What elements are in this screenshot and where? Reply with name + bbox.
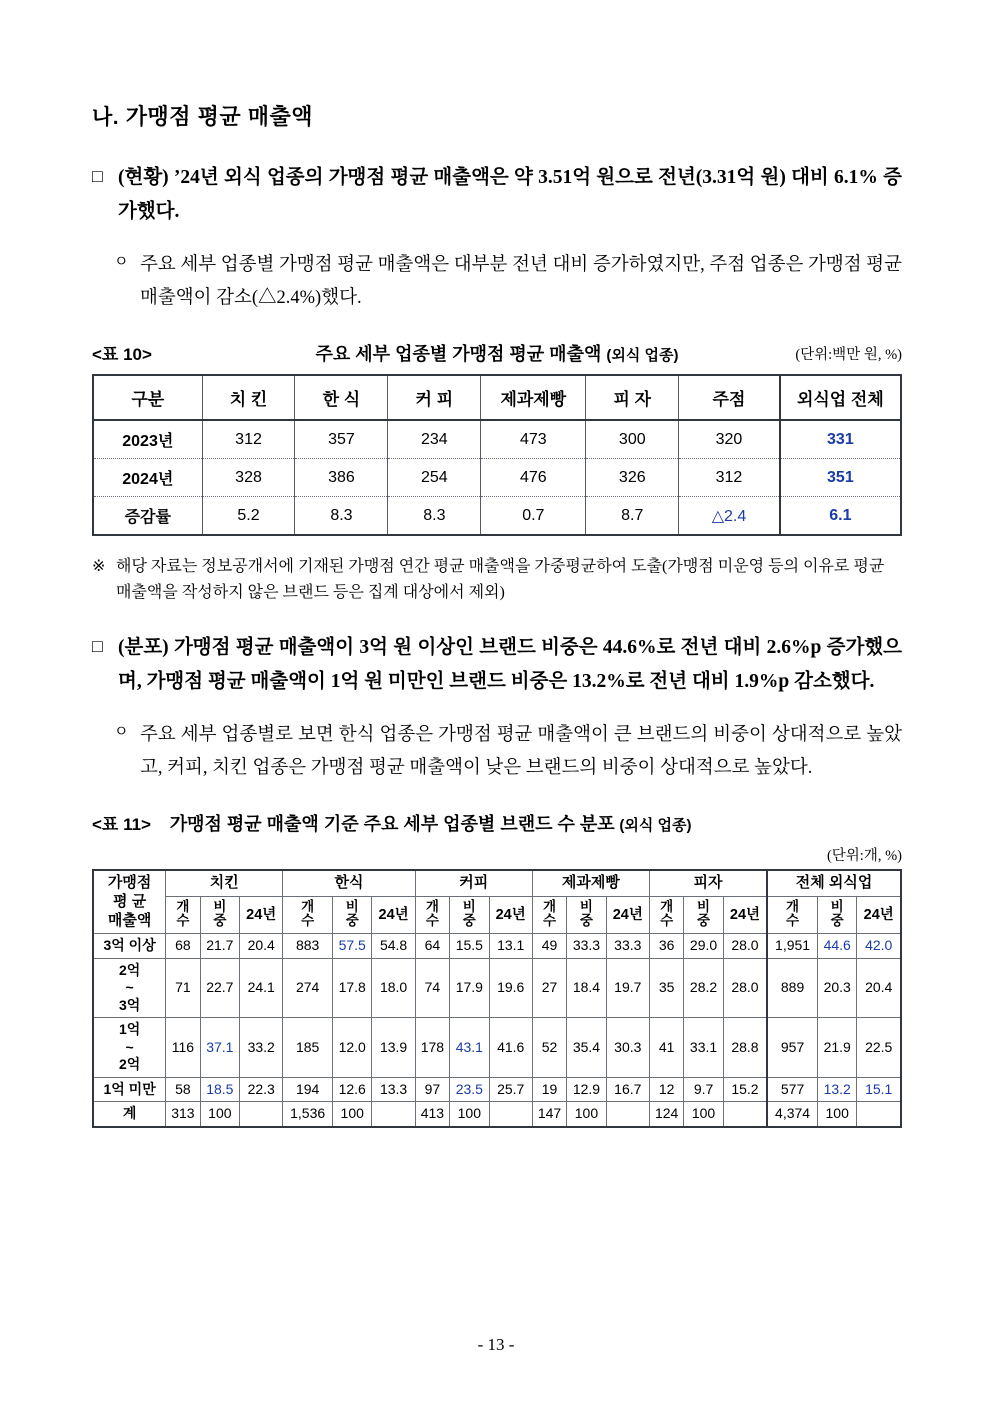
table11-cell-2-10: 35.4 [567, 1018, 606, 1078]
table10-caption [92, 340, 902, 366]
table11-row-label-3: 1억 미만 [93, 1077, 166, 1102]
table-row [93, 1102, 901, 1127]
table11-cell-0-2: 20.4 [240, 934, 283, 959]
table11-cell-3-0: 58 [166, 1077, 200, 1102]
table11-row-label-0: 3억 이상 [93, 934, 166, 959]
paragraph-text: (현황) ’24년 외식 업종의 가맹점 평균 매출액은 약 3.51억 원으로 전년(3.31억 원) 대비 6.1% 증가했다. [118, 167, 902, 223]
table11-sub-5-0: 개 수 [767, 897, 817, 934]
table11-cell-0-15: 1,951 [767, 934, 817, 959]
table11-cell-4-1: 100 [200, 1102, 239, 1127]
table11-cell-0-16: 44.6 [817, 934, 856, 959]
table10-cell-2-4: 8.7 [586, 497, 679, 536]
paragraph-text: 주요 세부 업종별 가맹점 평균 매출액은 대부분 전년 대비 증가하였지만, 주점 업종은 가맹점 평균 매출액이 감소(△2.4%)했다. [140, 255, 902, 308]
table11-cell-3-15: 577 [767, 1077, 817, 1102]
table11-cell-1-0: 71 [166, 958, 200, 1018]
table11-cell-3-11: 16.7 [606, 1077, 649, 1102]
table-row [93, 1077, 901, 1102]
table10-cell-1-2: 254 [388, 459, 481, 497]
table11-group-2: 커피 [415, 870, 532, 896]
table10-cell-0-total: 331 [780, 420, 901, 459]
table11-sub-4-1: 비 중 [684, 897, 723, 934]
page-number: - 13 - [477, 1335, 515, 1354]
section-title-text: 가맹점 평균 매출액 [125, 104, 313, 129]
table11-cell-0-17: 42.0 [857, 934, 901, 959]
table11-cell-1-14: 28.0 [723, 958, 767, 1018]
table-row [93, 459, 901, 497]
table11-sub-1-2: 24년 [372, 897, 415, 934]
table11-sub-0-1: 비 중 [200, 897, 239, 934]
table11-cell-0-3: 883 [283, 934, 333, 959]
table11-cell-4-16: 100 [817, 1102, 856, 1127]
table11-sub-2-2: 24년 [489, 897, 532, 934]
table10-cell-1-1: 386 [295, 459, 388, 497]
table11-cell-1-3: 274 [283, 958, 333, 1018]
table10-cell-2-3: 0.7 [481, 497, 586, 536]
table10-header-1: 치 킨 [202, 375, 295, 420]
table10-cell-0-5: 320 [679, 420, 780, 459]
table11-cell-4-5 [372, 1102, 415, 1127]
table10-cell-1-3: 476 [481, 459, 586, 497]
table11-cell-0-10: 33.3 [567, 934, 606, 959]
table11-cell-0-11: 33.3 [606, 934, 649, 959]
table11-cell-1-2: 24.1 [240, 958, 283, 1018]
table10-tag: <표 10> [92, 345, 152, 364]
table10-header-4: 제과제빵 [481, 375, 586, 420]
table10-header-7: 외식업 전체 [780, 375, 901, 420]
table11-cell-3-16: 13.2 [817, 1077, 856, 1102]
table10-cell-1-total: 351 [780, 459, 901, 497]
table10-unit: (단위:백만 원, %) [795, 347, 902, 363]
table11-sub-4-0: 개 수 [649, 897, 683, 934]
table10-cell-0-1: 357 [295, 420, 388, 459]
table11-cell-2-2: 33.2 [240, 1018, 283, 1078]
table11-cell-1-15: 889 [767, 958, 817, 1018]
table11-cell-3-4: 12.6 [332, 1077, 371, 1102]
table11-cell-3-10: 12.9 [567, 1077, 606, 1102]
table11-cell-2-6: 178 [415, 1018, 449, 1078]
table11-cell-4-2 [240, 1102, 283, 1127]
table11-cell-4-10: 100 [567, 1102, 606, 1127]
table11-cell-2-8: 41.6 [489, 1018, 532, 1078]
table10-cell-2-5: △2.4 [679, 497, 780, 536]
table11-group-0: 치킨 [166, 870, 283, 896]
table11-tag: <표 11> [92, 815, 151, 835]
table11-cell-3-17: 15.1 [857, 1077, 901, 1102]
paragraph-distribution [92, 631, 902, 699]
table11-cell-1-5: 18.0 [372, 958, 415, 1018]
table11-group-5: 전체 외식업 [767, 870, 901, 896]
table10-title [92, 340, 902, 366]
table11-cell-2-3: 185 [283, 1018, 333, 1078]
table11-sub-4-2: 24년 [723, 897, 767, 934]
table11-cell-3-7: 23.5 [450, 1077, 489, 1102]
table11-group-1: 한식 [283, 870, 415, 896]
table11-cell-4-6: 413 [415, 1102, 449, 1127]
table10-header-5: 피 자 [586, 375, 679, 420]
table11-cell-3-12: 12 [649, 1077, 683, 1102]
table10-cell-0-0: 312 [202, 420, 295, 459]
table10-header-0: 구분 [93, 375, 202, 420]
table11-cell-4-17 [857, 1102, 901, 1127]
table10-footnote [92, 554, 902, 605]
table11-cell-1-11: 19.7 [606, 958, 649, 1018]
page-title [92, 100, 902, 131]
table11-cell-2-7: 43.1 [450, 1018, 489, 1078]
table11-cell-2-15: 957 [767, 1018, 817, 1078]
page-content [92, 100, 902, 1128]
table11-cell-4-4: 100 [332, 1102, 371, 1127]
table11-cell-4-9: 147 [532, 1102, 566, 1127]
table11-cell-3-8: 25.7 [489, 1077, 532, 1102]
table11-cell-2-16: 21.9 [817, 1018, 856, 1078]
table11-cell-3-3: 194 [283, 1077, 333, 1102]
table10-cell-1-0: 328 [202, 459, 295, 497]
table10-header-2: 한 식 [295, 375, 388, 420]
table-header-row [93, 375, 901, 420]
table11-cell-2-4: 12.0 [332, 1018, 371, 1078]
table10-title-text: 주요 세부 업종별 가맹점 평균 매출액 [315, 344, 602, 364]
table10-cell-2-2: 8.3 [388, 497, 481, 536]
table10-cell-2-1: 8.3 [295, 497, 388, 536]
table11-title: 가맹점 평균 매출액 기준 주요 세부 업종별 브랜드 수 분포 [169, 814, 615, 835]
table11-corner-label: 가맹점 평 균 매출액 [93, 870, 166, 934]
table11-cell-2-11: 30.3 [606, 1018, 649, 1078]
table11-cell-1-12: 35 [649, 958, 683, 1018]
table11-cell-2-13: 33.1 [684, 1018, 723, 1078]
table11-cell-0-8: 13.1 [489, 934, 532, 959]
table11-cell-1-13: 28.2 [684, 958, 723, 1018]
table11-cell-1-9: 27 [532, 958, 566, 1018]
table11-cell-1-6: 74 [415, 958, 449, 1018]
table11-sub-1-0: 개 수 [283, 897, 333, 934]
table11-cell-1-8: 19.6 [489, 958, 532, 1018]
table-row [93, 420, 901, 459]
table11-cell-2-12: 41 [649, 1018, 683, 1078]
paragraph-marker: ㅇ [114, 254, 129, 271]
table11-row-label-4: 계 [93, 1102, 166, 1127]
table-average-sales [92, 374, 902, 536]
table11-group-header-row [93, 870, 901, 896]
table10-header-6: 주점 [679, 375, 780, 420]
paragraph-marker: ㅇ [114, 724, 129, 741]
table11-cell-0-12: 36 [649, 934, 683, 959]
table-row [93, 497, 901, 536]
table11-cell-0-9: 49 [532, 934, 566, 959]
table11-sub-3-0: 개 수 [532, 897, 566, 934]
table11-cell-1-17: 20.4 [857, 958, 901, 1018]
table10-cell-2-0: 5.2 [202, 497, 295, 536]
table11-cell-4-12: 124 [649, 1102, 683, 1127]
table11-sub-header-row [93, 897, 901, 934]
paragraph-status-detail [92, 249, 902, 314]
table11-cell-0-7: 15.5 [450, 934, 489, 959]
table11-sub-2-1: 비 중 [450, 897, 489, 934]
table10-cell-1-5: 312 [679, 459, 780, 497]
table11-cell-2-0: 116 [166, 1018, 200, 1078]
table11-cell-2-1: 37.1 [200, 1018, 239, 1078]
table11-sub-0-2: 24년 [240, 897, 283, 934]
table11-cell-2-9: 52 [532, 1018, 566, 1078]
table11-cell-0-1: 21.7 [200, 934, 239, 959]
table11-cell-1-1: 22.7 [200, 958, 239, 1018]
table11-cell-0-4: 57.5 [332, 934, 371, 959]
table11-cell-4-7: 100 [450, 1102, 489, 1127]
table11-cell-1-7: 17.9 [450, 958, 489, 1018]
paragraph-marker: □ [92, 166, 103, 186]
table11-cell-2-17: 22.5 [857, 1018, 901, 1078]
table11-sub-5-1: 비 중 [817, 897, 856, 934]
table11-cell-3-13: 9.7 [684, 1077, 723, 1102]
table11-body [93, 934, 901, 1127]
table11-cell-4-14 [723, 1102, 767, 1127]
table11-cell-3-2: 22.3 [240, 1077, 283, 1102]
table11-cell-1-4: 17.8 [332, 958, 371, 1018]
table11-sub-5-2: 24년 [857, 897, 901, 934]
table10-cell-0-2: 234 [388, 420, 481, 459]
table11-cell-1-10: 18.4 [567, 958, 606, 1018]
paragraph-text: (분포) 가맹점 평균 매출액이 3억 원 이상인 브랜드 비중은 44.6%로 전년 대비 2.6%p 증가했으며, 가맹점 평균 매출액이 1억 원 미만인 브랜드 비중은 13.2%로 전년 대비 1.9%p 감소했다. [118, 637, 902, 693]
table11-sub-3-1: 비 중 [567, 897, 606, 934]
table11-caption [92, 810, 902, 836]
table11-cell-2-5: 13.9 [372, 1018, 415, 1078]
table10-cell-2-total: 6.1 [780, 497, 901, 536]
table10-cell-0-4: 300 [586, 420, 679, 459]
table10-header-3: 커 피 [388, 375, 481, 420]
table11-cell-1-16: 20.3 [817, 958, 856, 1018]
table11-cell-0-13: 29.0 [684, 934, 723, 959]
table11-sub-1-1: 비 중 [332, 897, 371, 934]
table11-title-suffix: (외식 업종) [619, 817, 692, 835]
table11-sub-2-0: 개 수 [415, 897, 449, 934]
table10-title-suffix: (외식 업종) [606, 347, 679, 364]
table11-cell-2-14: 28.8 [723, 1018, 767, 1078]
table11-group-3: 제과제빵 [532, 870, 649, 896]
table11-cell-0-14: 28.0 [723, 934, 767, 959]
table11-cell-0-6: 64 [415, 934, 449, 959]
table11-cell-0-0: 68 [166, 934, 200, 959]
footnote-text: 해당 자료는 정보공개서에 기재된 가맹점 연간 평균 매출액을 가중평균하여 도출(가맹점 미운영 등의 이유로 평균 매출액을 작성하지 않은 브랜드 등은 집계 대상에서 제외) [116, 558, 885, 601]
footnote-marker: ※ [92, 558, 106, 575]
table10-row2-label: 증감률 [93, 497, 202, 536]
table10-cell-1-4: 326 [586, 459, 679, 497]
table10-cell-0-3: 473 [481, 420, 586, 459]
paragraph-text: 주요 세부 업종별로 보면 한식 업종은 가맹점 평균 매출액이 큰 브랜드의 비중이 상대적으로 높았고, 커피, 치킨 업종은 가맹점 평균 매출액이 낮은 브랜드의 비중이 상대적으로 높았다. [140, 725, 902, 778]
table11-row-label-1: 2억 ~ 3억 [93, 958, 166, 1018]
table11-cell-3-14: 15.2 [723, 1077, 767, 1102]
table11-unit: (단위:개, %) [826, 848, 902, 865]
table11-row-label-2: 1억 ~ 2억 [93, 1018, 166, 1078]
table11-cell-3-1: 18.5 [200, 1077, 239, 1102]
table11-cell-4-0: 313 [166, 1102, 200, 1127]
table11-sub-0-0: 개 수 [166, 897, 200, 934]
paragraph-marker: □ [92, 636, 103, 657]
table-row [93, 958, 901, 1018]
paragraph-distribution-detail [92, 719, 902, 784]
table-brand-distribution [92, 869, 902, 1128]
table11-cell-4-13: 100 [684, 1102, 723, 1127]
table-row [93, 934, 901, 959]
table11-cell-3-5: 13.3 [372, 1077, 415, 1102]
table11-cell-3-6: 97 [415, 1077, 449, 1102]
table-row [93, 1018, 901, 1078]
table10-row0-label: 2023년 [93, 420, 202, 459]
table11-cell-3-9: 19 [532, 1077, 566, 1102]
table11-cell-4-15: 4,374 [767, 1102, 817, 1127]
table10-row1-label: 2024년 [93, 459, 202, 497]
table11-cell-4-11 [606, 1102, 649, 1127]
table11-cell-4-3: 1,536 [283, 1102, 333, 1127]
section-number: 나. [92, 106, 120, 129]
table11-sub-3-2: 24년 [606, 897, 649, 934]
table11-group-4: 피자 [649, 870, 767, 896]
paragraph-status [92, 161, 902, 229]
table11-cell-4-8 [489, 1102, 532, 1127]
table11-cell-0-5: 54.8 [372, 934, 415, 959]
